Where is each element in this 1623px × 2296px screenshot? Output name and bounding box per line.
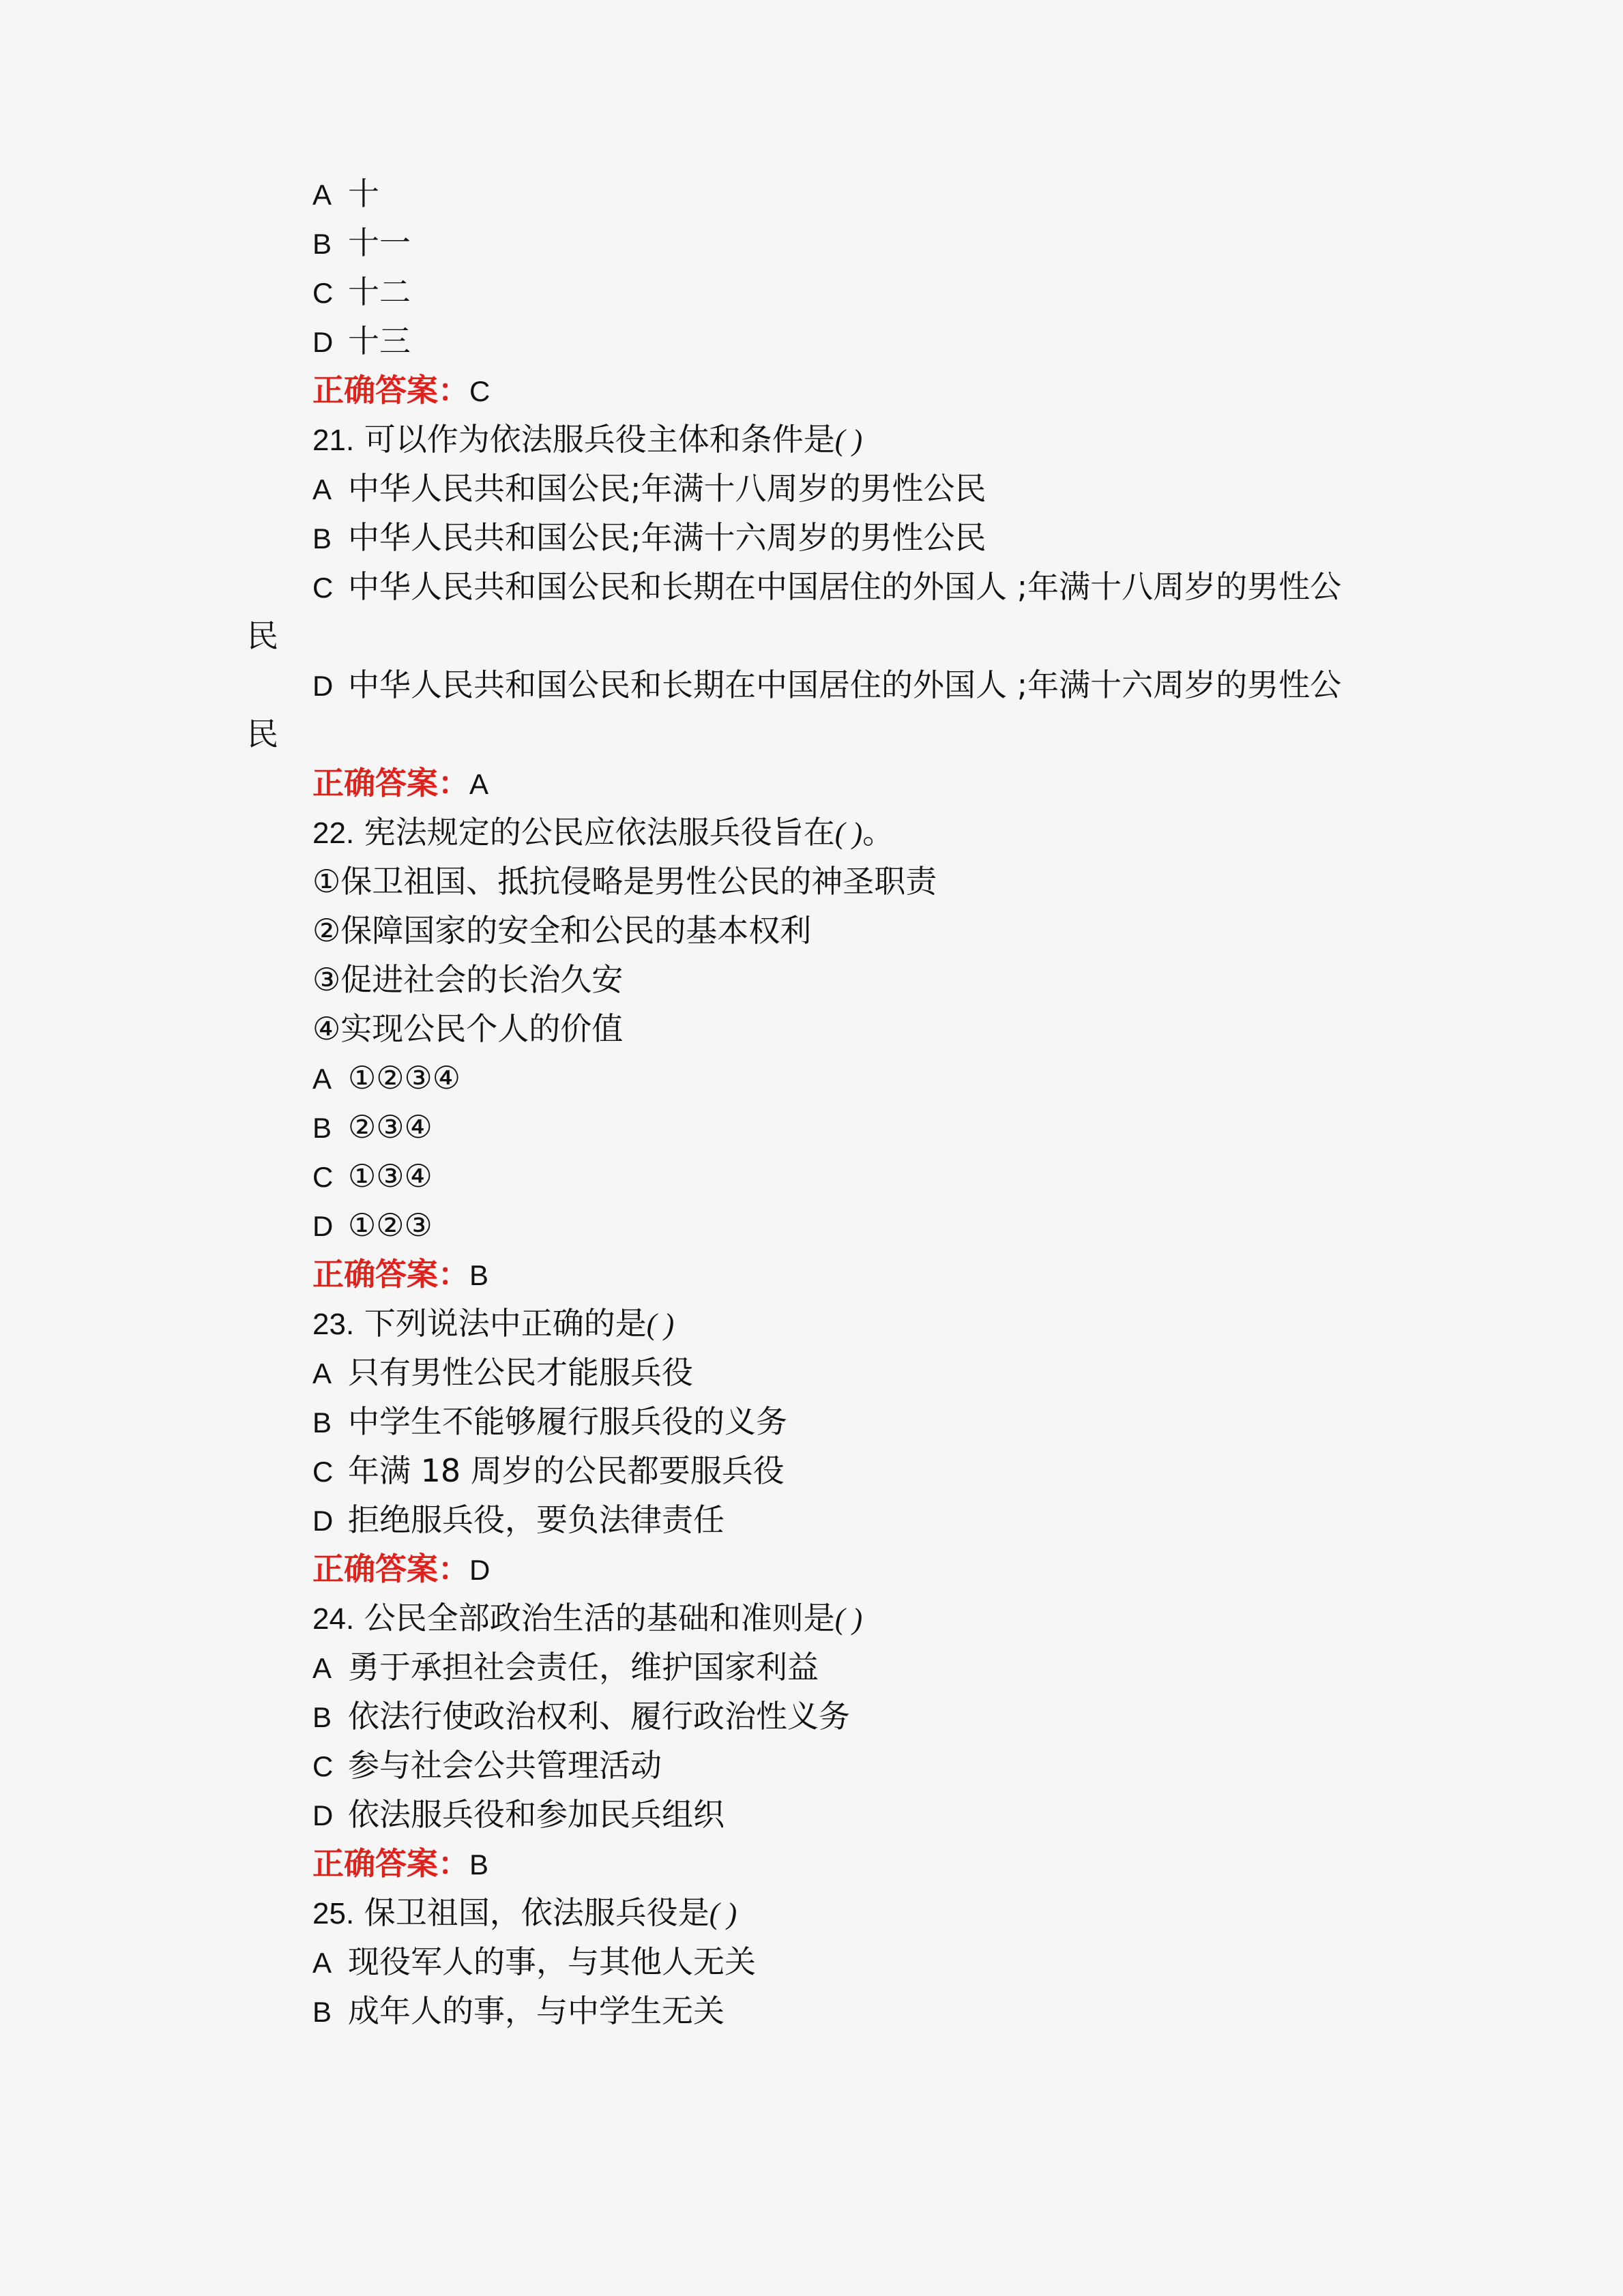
statement-text: ②保障国家的安全和公民的基本权利 bbox=[312, 912, 812, 949]
option-text: 依法服兵役和参加民兵组织 bbox=[348, 1796, 725, 1833]
answer-value: B bbox=[469, 1849, 489, 1881]
answer-value: A bbox=[469, 768, 489, 800]
option-text: 中华人民共和国公民;年满十八周岁的男性公民 bbox=[348, 470, 986, 507]
q24-question bbox=[312, 1593, 1384, 1644]
option-letter: A bbox=[312, 1357, 332, 1389]
option-text: 参与社会公共管理活动 bbox=[348, 1747, 662, 1784]
option-text: 成年人的事，与中学生无关 bbox=[348, 1992, 725, 2029]
question-text: 宪法规定的公民应依法服兵役旨在 bbox=[364, 814, 835, 851]
answer-blank: ( ) bbox=[834, 1602, 863, 1636]
question-number: 23. bbox=[312, 1308, 355, 1341]
answer-value: D bbox=[469, 1554, 491, 1586]
option-letter: B bbox=[312, 1407, 332, 1439]
answer-blank: ( ) bbox=[646, 1308, 675, 1341]
option-letter: B bbox=[312, 228, 332, 260]
option-text: ①②③ bbox=[348, 1207, 433, 1243]
option-letter: A bbox=[312, 1652, 332, 1684]
option-text-continued: 民 bbox=[247, 716, 278, 752]
answer-blank: ( ) bbox=[834, 424, 863, 457]
question-number: 21. bbox=[312, 424, 355, 457]
q21-option-b bbox=[312, 513, 1384, 563]
option-text: 中华人民共和国公民和长期在中国居住的外国人 ;年满十六周岁的男性公 bbox=[348, 666, 1342, 703]
option-letter: C bbox=[312, 572, 334, 604]
q22-statement-1 bbox=[312, 857, 1384, 906]
option-text: ②③④ bbox=[348, 1108, 433, 1145]
q21-answer bbox=[312, 759, 1384, 809]
q20-option-b bbox=[312, 218, 1384, 269]
q20-option-c bbox=[312, 267, 1384, 318]
option-text: 勇于承担社会责任，维护国家利益 bbox=[348, 1649, 819, 1686]
question-text: 保卫祖国，依法服兵役是 bbox=[364, 1894, 710, 1931]
option-text: 依法行使政治权利、履行政治性义务 bbox=[348, 1698, 850, 1735]
answer-label: 正确答案： bbox=[312, 765, 469, 801]
q23-answer bbox=[312, 1544, 1384, 1595]
option-text: ①②③④ bbox=[348, 1059, 460, 1096]
option-text: 十 bbox=[348, 175, 379, 212]
q21-option-d-tail bbox=[247, 709, 1318, 759]
option-text: 只有男性公民才能服兵役 bbox=[348, 1354, 693, 1391]
q22-statement-2 bbox=[312, 906, 1384, 955]
option-letter: D bbox=[312, 670, 334, 702]
question-text: 公民全部政治生活的基础和准则是 bbox=[364, 1600, 835, 1636]
question-number: 24. bbox=[312, 1602, 355, 1636]
q22-answer bbox=[312, 1250, 1384, 1300]
option-letter: A bbox=[312, 473, 332, 505]
option-text: 中华人民共和国公民和长期在中国居住的外国人 ;年满十八周岁的男性公 bbox=[348, 568, 1342, 605]
answer-label: 正确答案： bbox=[312, 372, 469, 409]
q22-option-a bbox=[312, 1053, 1384, 1104]
option-letter: D bbox=[312, 1799, 334, 1831]
statement-text: ①保卫祖国、抵抗侵略是男性公民的神圣职责 bbox=[312, 863, 937, 900]
q22-option-d bbox=[312, 1201, 1384, 1251]
question-end: 。 bbox=[862, 814, 894, 851]
statement-text: ④实现公民个人的价值 bbox=[312, 1010, 624, 1047]
option-text: 十三 bbox=[348, 323, 411, 359]
option-letter: A bbox=[312, 1063, 332, 1095]
q23-option-d bbox=[312, 1495, 1384, 1546]
answer-value: B bbox=[469, 1259, 489, 1291]
option-letter: D bbox=[312, 326, 334, 358]
q20-option-a bbox=[312, 169, 1384, 220]
option-letter: C bbox=[312, 1750, 334, 1782]
q22-option-b bbox=[312, 1102, 1384, 1153]
answer-label: 正确答案： bbox=[312, 1845, 469, 1882]
q22-statement-4 bbox=[312, 1004, 1384, 1053]
option-text: 现役军人的事，与其他人无关 bbox=[348, 1943, 756, 1980]
option-text-continued: 民 bbox=[247, 617, 278, 654]
q24-option-d bbox=[312, 1790, 1384, 1840]
q23-option-c bbox=[312, 1446, 1384, 1497]
question-text: 下列说法中正确的是 bbox=[364, 1305, 647, 1342]
q23-option-a bbox=[312, 1348, 1384, 1398]
answer-blank: ( ) bbox=[709, 1897, 737, 1930]
answer-label: 正确答案： bbox=[312, 1256, 469, 1293]
answer-blank: ( ) bbox=[834, 816, 863, 850]
q24-option-a bbox=[312, 1643, 1384, 1693]
option-letter: C bbox=[312, 1161, 334, 1193]
q22-statement-3 bbox=[312, 955, 1384, 1004]
q21-option-a bbox=[312, 464, 1384, 514]
q20-answer bbox=[312, 366, 1384, 416]
option-text: 年满 18 周岁的公民都要服兵役 bbox=[348, 1452, 785, 1489]
option-text: 中学生不能够履行服兵役的义务 bbox=[348, 1403, 787, 1440]
question-number: 22. bbox=[312, 816, 355, 850]
option-letter: A bbox=[312, 179, 332, 211]
option-text: ①③④ bbox=[348, 1158, 433, 1194]
option-text: 中华人民共和国公民;年满十六周岁的男性公民 bbox=[348, 519, 986, 556]
q21-option-d bbox=[312, 660, 1384, 711]
q21-option-c-tail bbox=[247, 611, 1318, 660]
q22-question bbox=[312, 808, 1384, 858]
q24-answer bbox=[312, 1839, 1384, 1889]
option-letter: C bbox=[312, 1456, 334, 1488]
option-text: 拒绝服兵役，要负法律责任 bbox=[348, 1501, 725, 1538]
answer-value: C bbox=[469, 375, 491, 407]
q21-option-c bbox=[312, 562, 1384, 613]
q21-question bbox=[312, 415, 1384, 465]
option-letter: B bbox=[312, 523, 332, 555]
q25-option-a bbox=[312, 1937, 1384, 1988]
option-text: 十一 bbox=[348, 224, 411, 261]
q25-question bbox=[312, 1888, 1384, 1939]
q22-option-c bbox=[312, 1151, 1384, 1202]
q23-question bbox=[312, 1299, 1384, 1349]
q24-option-b bbox=[312, 1692, 1384, 1742]
statement-text: ③促进社会的长治久安 bbox=[312, 961, 624, 998]
q24-option-c bbox=[312, 1741, 1384, 1791]
option-letter: D bbox=[312, 1505, 334, 1537]
option-letter: D bbox=[312, 1210, 334, 1242]
q25-option-b bbox=[312, 1986, 1384, 2037]
q23-option-b bbox=[312, 1397, 1384, 1447]
option-letter: A bbox=[312, 1947, 332, 1979]
question-number: 25. bbox=[312, 1897, 355, 1930]
option-letter: B bbox=[312, 1996, 332, 2028]
option-letter: C bbox=[312, 277, 334, 309]
question-text: 可以作为依法服兵役主体和条件是 bbox=[364, 421, 835, 458]
option-letter: B bbox=[312, 1701, 332, 1733]
q20-option-d bbox=[312, 317, 1384, 367]
answer-label: 正确答案： bbox=[312, 1550, 469, 1587]
option-letter: B bbox=[312, 1112, 332, 1144]
option-text: 十二 bbox=[348, 274, 411, 310]
